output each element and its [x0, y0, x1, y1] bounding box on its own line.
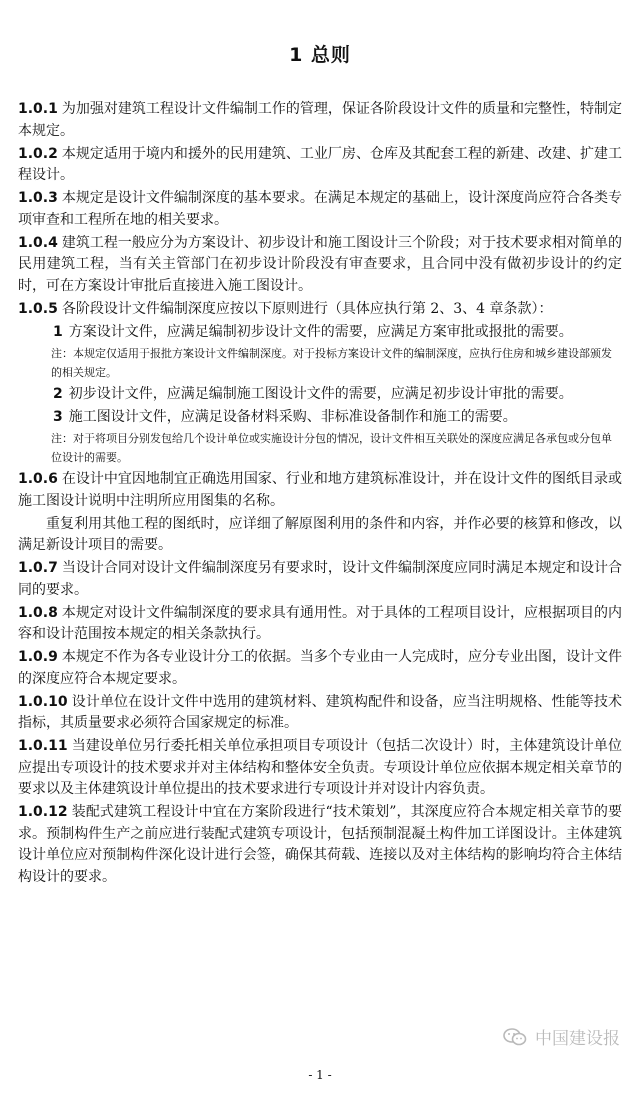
- note-text: 注：本规定仅适用于报批方案设计文件编制深度。对于投标方案设计文件的编制深度，应执行住房和城乡建设部颁发的相关规定。: [51, 347, 612, 379]
- clause-text: 当设计合同对设计文件编制深度另有要求时，设计文件编制深度应同时满足本规定和设计合同的要求。: [18, 560, 622, 598]
- item-number: 2: [53, 386, 63, 402]
- clause-text: 为加强对建筑工程设计文件编制工作的管理，保证各阶段设计文件的质量和完整性，特制定本规定。: [18, 101, 622, 139]
- clause-1-0-11: [18, 736, 622, 801]
- clause-number: 1.0.6: [18, 471, 58, 487]
- clause-number: 1.0.2: [18, 145, 58, 162]
- clause-1-0-3: [18, 188, 622, 231]
- clause-1-0-9: [18, 647, 622, 690]
- clause-text: 装配式建筑工程设计中宜在方案阶段进行“技术策划”，其深度应符合本规定相关章节的要求。预制构件生产之前应进行装配式建筑专项设计，包括预制混凝土构件加工详图设计。主体建筑设计单位应对预制构件深化设计进行会签，确保其荷载、连接以及对主体结构的影响均符合主体结构设计的要求。: [18, 804, 622, 885]
- clause-1-0-2: [18, 144, 622, 187]
- clause-number: 1.0.11: [18, 738, 68, 754]
- clause-1-0-5-item-2: [18, 384, 622, 406]
- clause-1-0-6-paragraph: 重复利用其他工程的图纸时，应详细了解原图利用的条件和内容，并作必要的核算和修改，以满足新设计项目的需要。: [18, 515, 622, 553]
- clause-1-0-5: [18, 299, 622, 321]
- wechat-icon: [503, 1028, 527, 1046]
- clause-note: [18, 344, 622, 382]
- clause-text: 设计单位在设计文件中选用的建筑材料、建筑构配件和设备，应当注明规格、性能等技术指标，其质量要求必须符合国家规定的标准。: [18, 693, 622, 731]
- clause-text: 本规定不作为各专业设计分工的依据。当多个专业由一人完成时，应分专业出图，设计文件的深度应符合本规定要求。: [18, 649, 622, 687]
- clause-number: 1.0.8: [18, 604, 58, 621]
- clause-list: [18, 99, 622, 888]
- clause-1-0-1: [18, 99, 622, 142]
- clause-text: 各阶段设计文件编制深度应按以下原则进行（具体应执行第 2、3、4 章条款）：: [61, 300, 553, 317]
- clause-text: 本规定适用于境内和援外的民用建筑、工业厂房、仓库及其配套工程的新建、改建、扩建工程设计。: [18, 145, 622, 183]
- clause-number: 1.0.1: [18, 101, 58, 117]
- watermark: [503, 1024, 620, 1049]
- clause-number: 1.0.3: [18, 190, 58, 206]
- page-number: - 1 -: [308, 1068, 332, 1082]
- item-text: 方案设计文件，应满足编制初步设计文件的需要，应满足方案审批或报批的需要。: [68, 323, 573, 340]
- item-text: 施工图设计文件，应满足设备材料采购、非标准设备制作和施工的需要。: [68, 408, 517, 425]
- clause-1-0-6: [18, 469, 622, 512]
- clause-number: 1.0.4: [18, 234, 58, 251]
- clause-number: 1.0.9: [18, 649, 58, 665]
- clause-number: 1.0.12: [18, 804, 68, 820]
- clause-text: 当建设单位另行委托相关单位承担项目专项设计（包括二次设计）时，主体建筑设计单位应提出专项设计的技术要求并对主体结构和整体安全负责。专项设计单位应依据本规定相关章节的要求以及主体建筑设计单位提出的技术要求进行专项设计并对设计内容负责。: [18, 738, 622, 797]
- clause-1-0-5-item-1: [18, 322, 622, 344]
- item-text: 初步设计文件，应满足编制施工图设计文件的需要，应满足初步设计审批的需要。: [68, 386, 573, 402]
- item-number: 1: [53, 323, 63, 340]
- clause-text: 本规定对设计文件编制深度的要求具有通用性。对于具体的工程项目设计，应根据项目的内容和设计范围按本规定的相关条款执行。: [18, 604, 622, 642]
- note-text: 注：对于将项目分别发包给几个设计单位或实施设计分包的情况，设计文件相互关联处的深度应满足各承包或分包单位设计的需要。: [51, 432, 612, 464]
- page-title: 1 总则: [289, 44, 351, 66]
- item-number: 3: [53, 408, 63, 425]
- clause-number: 1.0.10: [18, 693, 68, 710]
- clause-1-0-4: [18, 233, 622, 298]
- clause-number: 1.0.7: [18, 560, 58, 576]
- clause-1-0-12: [18, 802, 622, 888]
- clause-note: [18, 429, 622, 467]
- clause-text: 建筑工程一般应分为方案设计、初步设计和施工图设计三个阶段；对于技术要求相对简单的民用建筑工程，当有关主管部门在初步设计阶段没有审查要求，且合同中没有做初步设计的约定时，可在方案设计审批后直接进入施工图设计。: [18, 234, 622, 294]
- clause-1-0-8: [18, 603, 622, 646]
- watermark-text: 中国建设报: [535, 1029, 620, 1049]
- clause-1-0-7: [18, 558, 622, 601]
- clause-1-0-10: [18, 692, 622, 735]
- clause-text: 在设计中宜因地制宜正确选用国家、行业和地方建筑标准设计，并在设计文件的图纸目录或施工图设计说明中注明所应用图集的名称。: [18, 471, 622, 509]
- clause-1-0-5-item-3: [18, 407, 622, 429]
- clause-text: 本规定是设计文件编制深度的基本要求。在满足本规定的基础上，设计深度尚应符合各类专项审查和工程所在地的相关要求。: [18, 190, 622, 228]
- clause-number: 1.0.5: [18, 300, 58, 317]
